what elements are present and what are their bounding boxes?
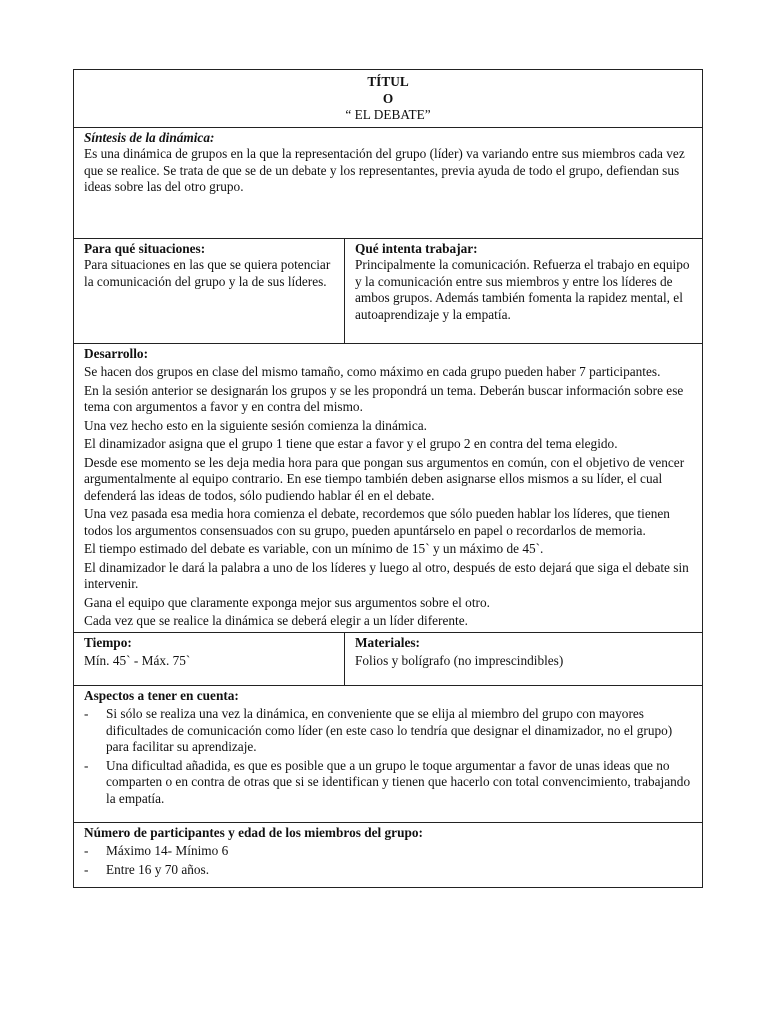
desarrollo-paragraph: Cada vez que se realice la dinámica se deberá elegir a un líder diferente. xyxy=(84,613,468,628)
dash-bullet: - xyxy=(84,861,89,877)
desarrollo-paragraph: El tiempo estimado del debate es variable, con un mínimo de 15` y un máximo de 45`. xyxy=(84,541,544,556)
situaciones-text: Para situaciones en las que se quiera potenciar la comunicación del grupo y la de sus líderes. xyxy=(84,257,331,289)
participantes-heading: Número de participantes y edad de los miembros del grupo: xyxy=(84,824,423,840)
trabajar-text: Principalmente la comunicación. Refuerza el trabajo en equipo y la comunicación entre sus miembros y entre los líderes de ambos grupos. Además también fomenta la rapidez mental, el autoaprendizaje y la empatía. xyxy=(355,257,690,322)
aspectos-heading: Aspectos a tener en cuenta: xyxy=(84,687,239,703)
desarrollo-paragraph: Una vez pasada esa media hora comienza el debate, recordemos que sólo pueden hablar los líderes, que tienen todos los argumentos consensuados con su grupo, pueden apuntárselo en papel o recordarlos de memoria. xyxy=(84,506,670,538)
dynamic-sheet-table xyxy=(73,69,703,888)
trabajar-cell xyxy=(345,238,703,343)
situaciones-cell xyxy=(74,238,345,343)
desarrollo-paragraph: En la sesión anterior se designarán los grupos y se les propondrá un tema. Deberán buscar información sobre ese tema con argumentos a favor y en contra del mismo. xyxy=(84,382,684,414)
tiempo-cell xyxy=(74,632,345,685)
list-item xyxy=(84,706,692,756)
title-name: “ EL DEBATE” xyxy=(345,107,431,122)
aspectos-list xyxy=(84,706,692,807)
dash-bullet: - xyxy=(84,706,89,721)
aspectos-row xyxy=(74,685,703,822)
sintesis-heading: Síntesis de la dinámica: xyxy=(84,129,215,145)
tiempo-materiales-row xyxy=(74,632,703,685)
participantes-list xyxy=(84,843,692,878)
desarrollo-paragraph: Gana el equipo que claramente exponga mejor sus argumentos sobre el otro. xyxy=(84,594,490,610)
desarrollo-paragraph: Se hacen dos grupos en clase del mismo tamaño, como máximo en cada grupo pueden haber 7 participantes. xyxy=(84,364,661,379)
sintesis-row xyxy=(74,127,703,238)
list-item xyxy=(84,862,692,879)
sintesis-cell xyxy=(74,127,703,238)
desarrollo-paragraph: El dinamizador le dará la palabra a uno de los líderes y luego al otro, después de esto dejará que siga el debate sin intervenir. xyxy=(84,559,689,591)
participantes-row xyxy=(74,822,703,887)
list-item-text: Si sólo se realiza una vez la dinámica, en conveniente que se elija al miembro del grupo con mayores dificultades de comunicación como líder (en este caso lo tendría que designar el dinamizador, no el grupo) para facilitar su aprendizaje. xyxy=(106,706,673,754)
situaciones-heading: Para qué situaciones: xyxy=(84,240,206,256)
desarrollo-paragraph: El dinamizador asigna que el grupo 1 tiene que estar a favor y el grupo 2 en contra del tema elegido. xyxy=(84,436,618,451)
list-item xyxy=(84,843,692,860)
desarrollo-cell xyxy=(74,343,703,632)
title-line-2: O xyxy=(382,90,394,106)
materiales-cell xyxy=(345,632,703,685)
dash-bullet: - xyxy=(84,843,89,858)
trabajar-heading: Qué intenta trabajar: xyxy=(355,240,478,256)
desarrollo-paragraph: Desde ese momento se les deja media hora para que pongan sus argumentos en común, con el objetivo de vencer argumentalmente al equipo contrario. En ese tiempo también deben asignarse ellos mismos a su líder, el cual defenderá las ideas de todos, sólo pudiendo hablar él en el debate. xyxy=(84,454,685,503)
desarrollo-heading: Desarrollo: xyxy=(84,345,149,361)
materiales-heading: Materiales: xyxy=(355,634,420,650)
title-cell xyxy=(74,70,703,128)
list-item xyxy=(84,758,692,808)
aspectos-cell xyxy=(74,685,703,822)
tiempo-text: Mín. 45` - Máx. 75` xyxy=(84,653,191,668)
sintesis-text: Es una dinámica de grupos en la que la representación del grupo (líder) va variando entre sus miembros cada vez que se realice. Se trata de que se de un debate y los representantes, previa ayuda de todo el grupo, defiendan sus ideas sobre las del otro grupo. xyxy=(84,146,685,194)
desarrollo-paragraph: Una vez hecho esto en la siguiente sesión comienza la dinámica. xyxy=(84,417,428,433)
situaciones-trabajar-row xyxy=(74,238,703,343)
title-line-1: TÍTUL xyxy=(367,74,409,89)
tiempo-heading: Tiempo: xyxy=(84,634,132,650)
participantes-cell xyxy=(74,822,703,887)
title-row xyxy=(74,70,703,128)
list-item-text: Una dificultad añadida, es que es posible que a un grupo le toque argumentar a favor de unas ideas que no comparten o en contra de otras que si se identifican y tienen que hacerlo con total convencimiento, trabajando la empatía. xyxy=(106,757,691,806)
list-item-text: Máximo 14- Mínimo 6 xyxy=(106,843,229,858)
dash-bullet: - xyxy=(84,757,89,773)
list-item-text: Entre 16 y 70 años. xyxy=(106,861,210,877)
desarrollo-row xyxy=(74,343,703,632)
materiales-text: Folios y bolígrafo (no imprescindibles) xyxy=(355,653,564,668)
